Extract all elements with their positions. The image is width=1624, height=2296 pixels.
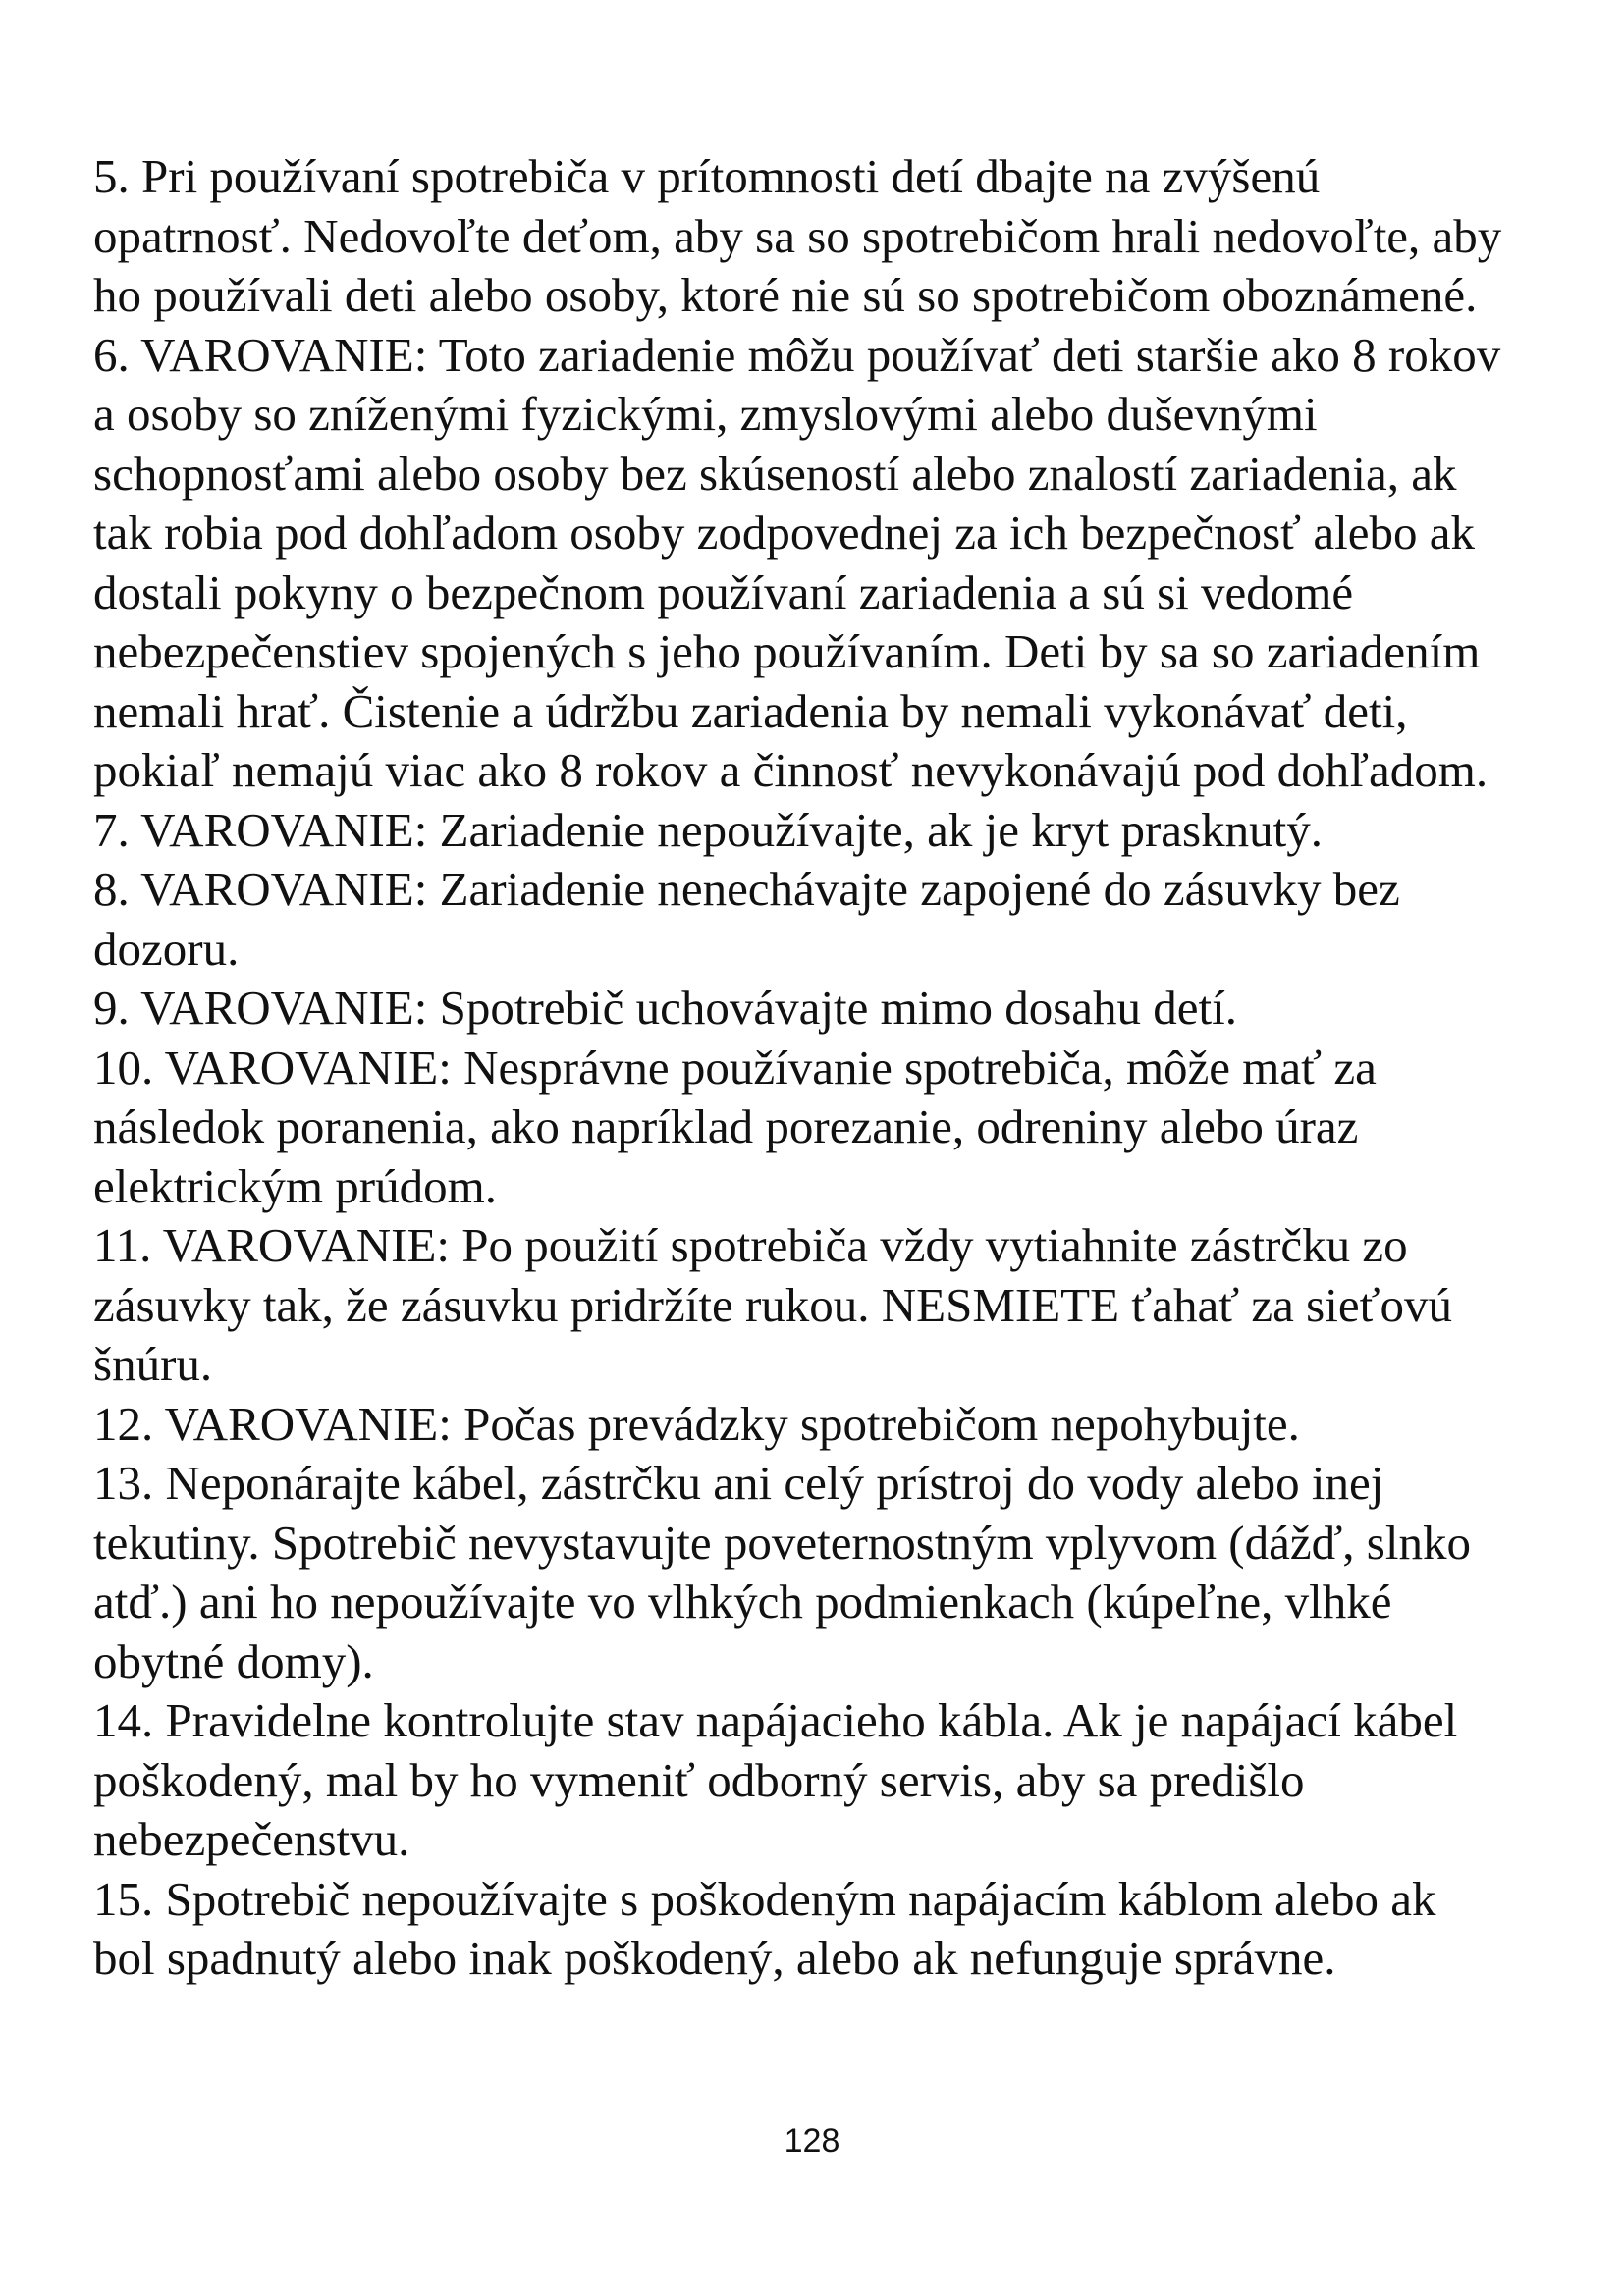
instruction-item-13: 13. Neponárajte kábel, zástrčku ani celý prístroj do vody alebo inej tekutiny. Spotrebič nevystavujte poveternostným vplyvom (dážď, slnko atď.) ani ho nepoužívajte vo vlhkých podmienkach (kúpeľne, vlhké obytné domy).: [93, 1456, 1471, 1688]
page-number: 128: [784, 2122, 840, 2160]
instruction-item-11: 11. VAROVANIE: Po použití spotrebiča vždy vytiahnite zástrčku zo zásuvky tak, že zásuvku pridržíte rukou. NESMIETE ťahať za sieťovú šnúru.: [93, 1218, 1453, 1391]
instruction-item-14: 14. Pravidelne kontrolujte stav napájacieho kábla. Ak je napájací kábel poškodený, mal by ho vymeniť odborný servis, aby sa predišlo nebezpečenstvu.: [93, 1693, 1458, 1866]
instruction-item-12: 12. VAROVANIE: Počas prevádzky spotrebičom nepohybujte.: [93, 1396, 1300, 1451]
instruction-item-5: 5. Pri používaní spotrebiča v prítomnosti detí dbajte na zvýšenú opatrnosť. Nedovoľte deťom, aby sa so spotrebičom hrali nedovoľte, aby ho používali deti alebo osoby, ktoré nie sú so spotrebičom oboznámené.: [93, 149, 1502, 322]
instruction-item-7: 7. VAROVANIE: Zariadenie nepoužívajte, ak je kryt prasknutý.: [93, 802, 1323, 857]
instruction-item-6: 6. VAROVANIE: Toto zariadenie môžu používať deti staršie ako 8 rokov a osoby so zníženými fyzickými, zmyslovými alebo duševnými schopnosťami alebo osoby bez skúseností alebo znalostí zariadenia, ak tak robia pod dohľadom osoby zodpovednej za ich bezpečnosť alebo ak dostali pokyny o bezpečnom používaní zariadenia a sú si vedomé nebezpečenstiev spojených s jeho používaním. Deti by sa so zariadením nemali hrať. Čistenie a údržbu zariadenia by nemali vykonávať deti, pokiaľ nemajú viac ako 8 rokov a činnosť nevykonávajú pod dohľadom.: [93, 327, 1501, 797]
instruction-item-10: 10. VAROVANIE: Nesprávne používanie spotrebiča, môže mať za následok poranenia, ako napríklad porezanie, odreniny alebo úraz elektrickým prúdom.: [93, 1040, 1377, 1213]
instruction-item-15: 15. Spotrebič nepoužívajte s poškodeným napájacím káblom alebo ak bol spadnutý alebo inak poškodený, alebo ak nefunguje správne.: [93, 1871, 1436, 1985]
instruction-list: [93, 147, 1507, 1989]
instruction-item-8: 8. VAROVANIE: Zariadenie nenechávajte zapojené do zásuvky bez dozoru.: [93, 862, 1400, 976]
instruction-item-9: 9. VAROVANIE: Spotrebič uchovávajte mimo dosahu detí.: [93, 981, 1237, 1035]
